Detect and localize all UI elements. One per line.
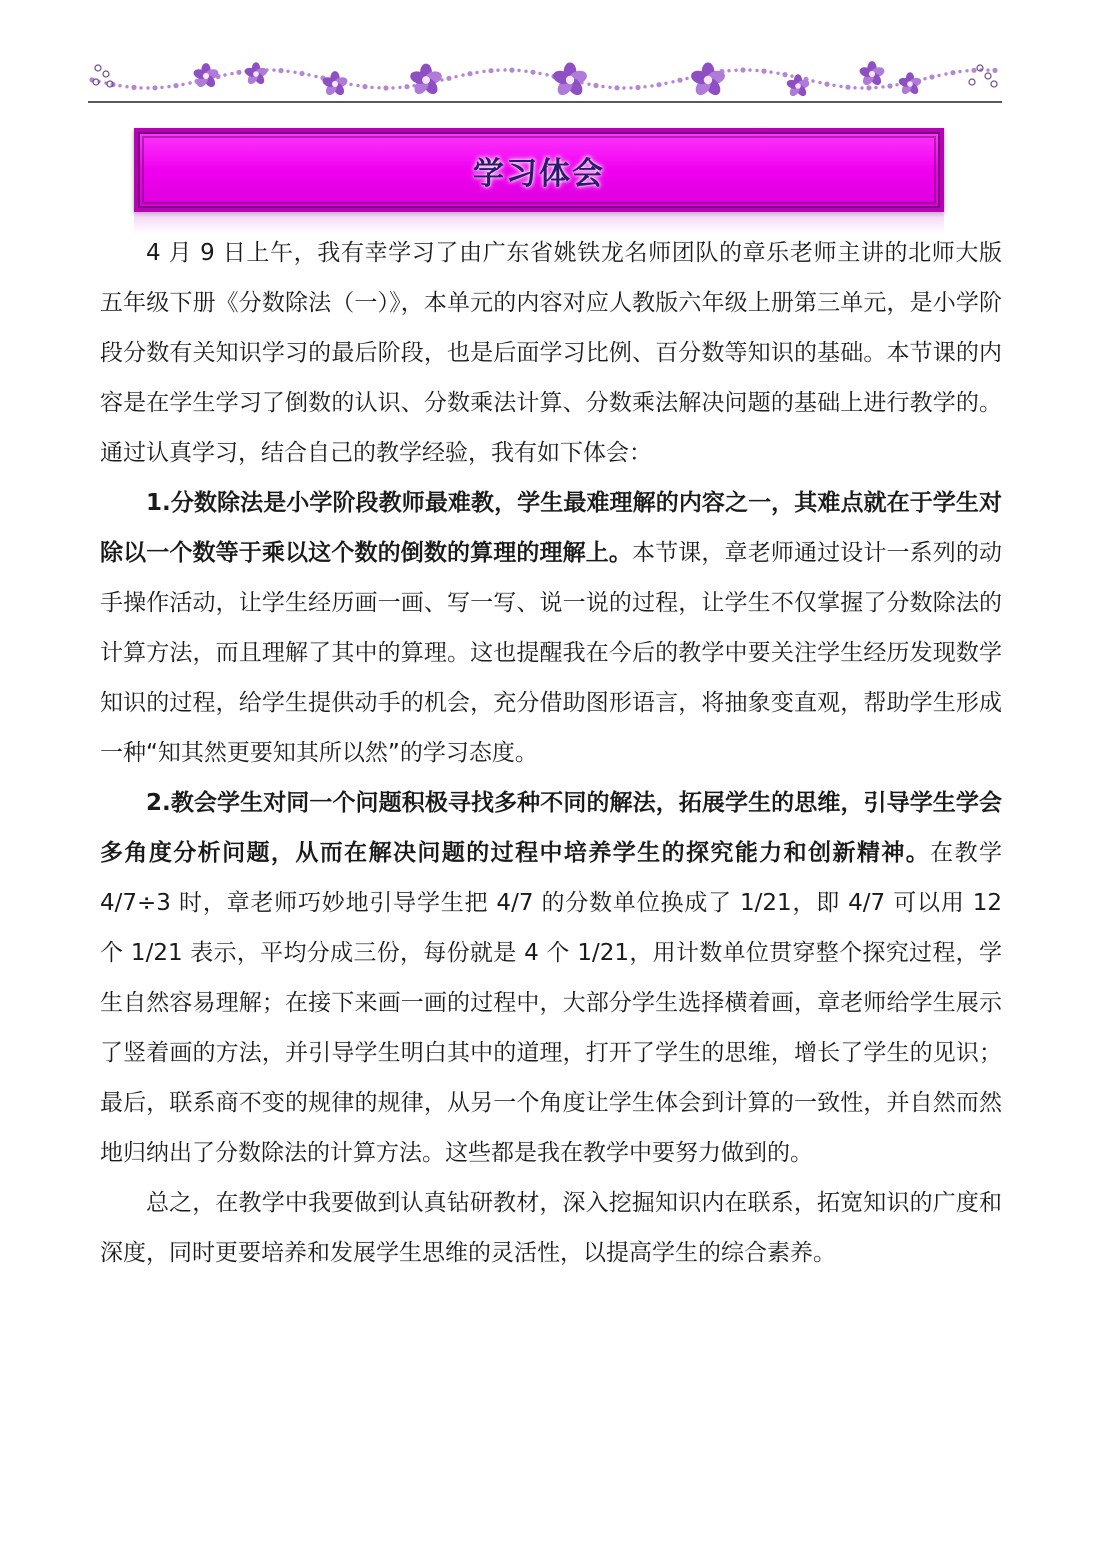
flower-icon (551, 62, 588, 97)
paragraph-text: 4 月 9 日上午，我有幸学习了由广东省姚铁龙名师团队的章乐老师主讲的北师大版五年级下册《分数除法（一）》，本单元的内容对应人教版六年级上册第三单元，是小学阶段分数有关知识学习的最后阶段，也是后面学习比例、百分数等知识的基础。本节课的内容是在学生学习了倒数的认识、分数乘法计算、分数乘法解决问题的基础上进行教学的。通过认真学习，结合自己的教学经验，我有如下体会： (100, 240, 1002, 466)
paragraph-emphasis: 2.教会学生对同一个问题积极寻找多种不同的解法，拓展学生的思维，引导学生学会多角度分析问题，从而在解决问题的过程中培养学生的探究能力和创新精神。 (100, 790, 1002, 866)
paragraph-emphasis: 1.分数除法是小学阶段教师最难教，学生最难理解的内容之一，其难点就在于学生对除以一个数等于乘以这个数的倒数的算理的理解上。 (100, 490, 1002, 566)
flower-icon (192, 63, 219, 89)
flower-icon (321, 71, 348, 97)
paragraph-intro (100, 228, 1002, 478)
paragraph-text: 总之，在教学中我要做到认真钻研教材，深入挖掘知识内在联系，拓宽知识的广度和深度，同时更要培养和发展学生思维的灵活性，以提高学生的综合素养。 (100, 1190, 1002, 1266)
title-banner (134, 128, 944, 212)
flower-icon (689, 62, 726, 97)
paragraph-conclusion (100, 1178, 1002, 1278)
paragraph-text: 本节课，章老师通过设计一系列的动手操作活动，让学生经历画一画、写一写、说一说的过程，让学生不仅掌握了分数除法的计算方法，而且理解了其中的算理。这也提醒我在今后的教学中要关注学生经历发现数学知识的过程，给学生提供动手的机会，充分借助图形语言，将抽象变直观，帮助学生形成一种“知其然更要知其所以然”的学习态度。 (100, 540, 1003, 766)
flower-icon (409, 64, 444, 97)
flower-icon (858, 61, 885, 87)
page-title: 学习体会 (473, 155, 605, 192)
paragraph-text: 在教学 4/7÷3 时，章老师巧妙地引导学生把 4/7 的分数单位换成了 1/21，即 4/7 可以用 12 个 1/21 表示，平均分成三份，每份就是 4 个 1/21，用计数单位贯穿整个探究过程，学生自然容易理解；在接下来画一画的过程中，大部分学生选择横着画，章老师给学生展示了竖着画的方法，并引导学生明白其中的道理，打开了学生的思维，增长了学生的见识；最后，联系商不变的规律的规律，从另一个角度让学生体会到计算的一致性，并自然而然地归纳出了分数除法的计算方法。这些都是我在教学中要努力做到的。 (100, 840, 1003, 1166)
flower-icon (898, 72, 923, 96)
article-body (100, 228, 1002, 1278)
paragraph-point-2 (100, 778, 1002, 1178)
floral-header-border (88, 54, 1002, 104)
paragraph-point-1 (100, 478, 1002, 778)
flower-icon (244, 62, 269, 86)
